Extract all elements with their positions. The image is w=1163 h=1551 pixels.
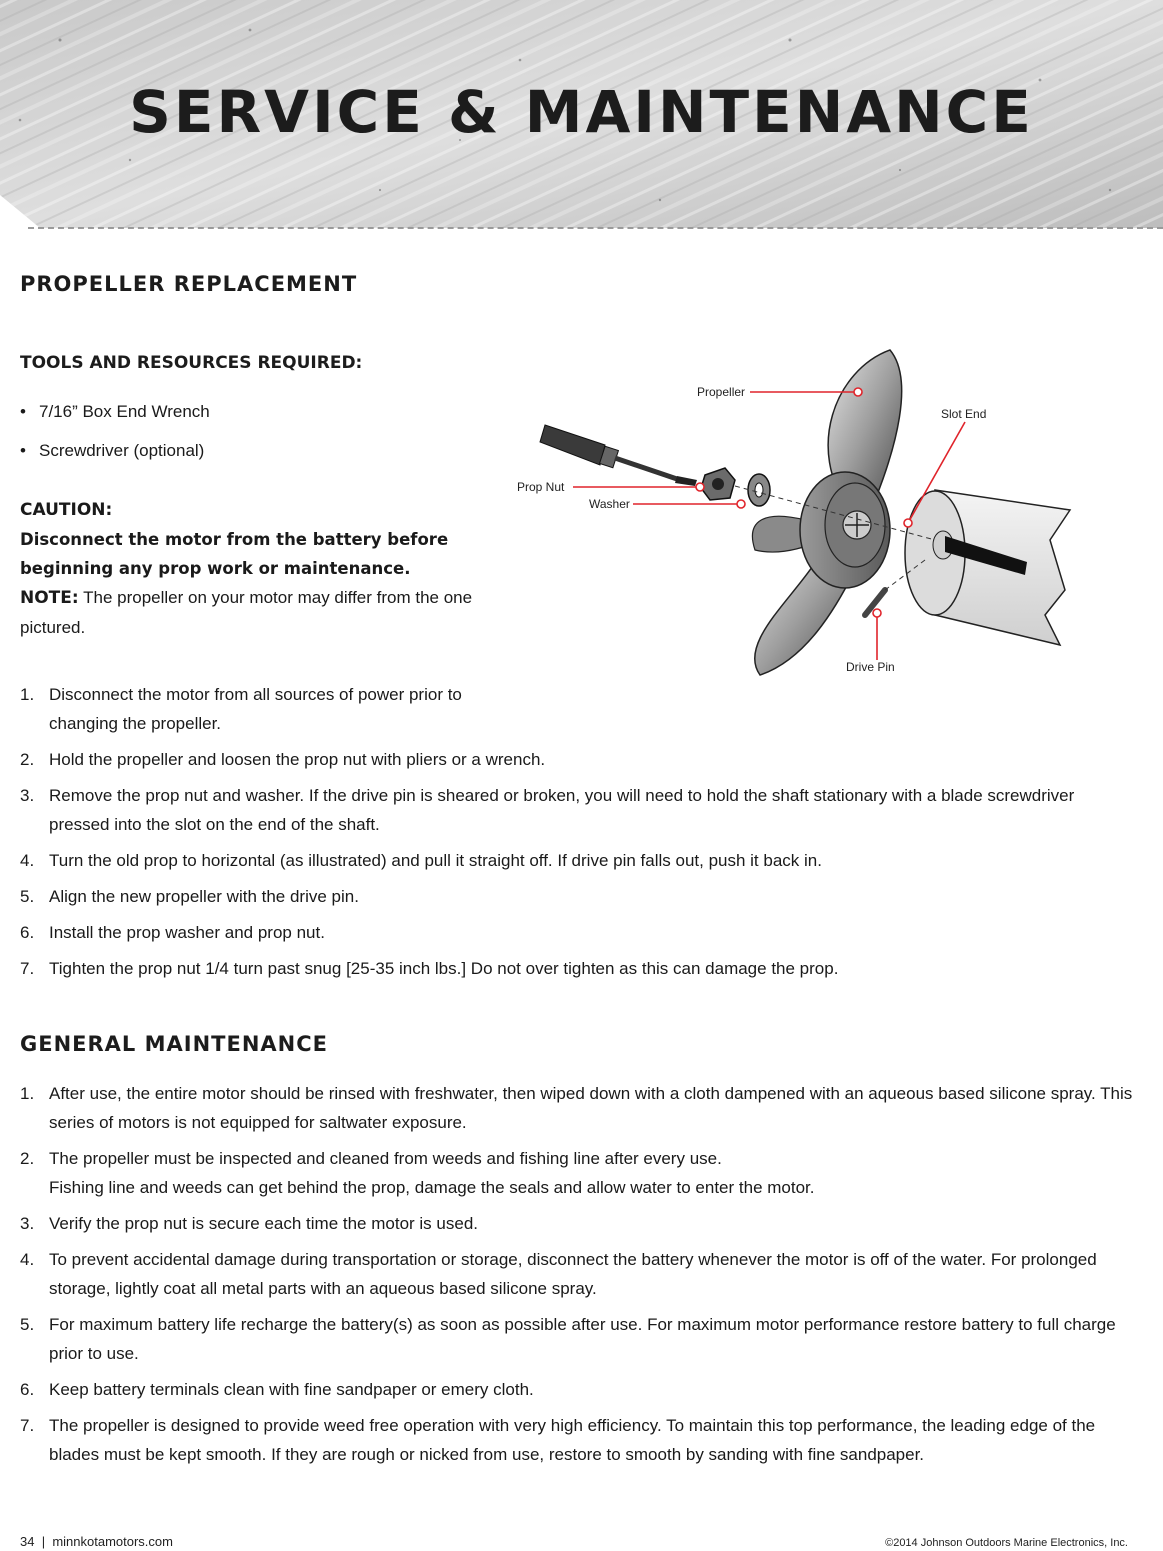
header-divider — [28, 227, 1163, 229]
list-item: 6. Keep battery terminals clean with fine sandpaper or emery cloth. — [20, 1380, 534, 1399]
footer-left — [20, 1534, 173, 1549]
section-heading-propeller-replacement: PROPELLER REPLACEMENT — [20, 272, 358, 296]
note — [20, 583, 480, 642]
note-text: The propeller on your motor may differ from the one pictured. — [20, 588, 473, 637]
list-item: 1. Disconnect the motor from all sources of power prior to changing the propeller. — [20, 685, 462, 733]
list-item: 2. Hold the propeller and loosen the prop nut with pliers or a wrench. — [20, 750, 546, 769]
list-item: 7. Tighten the prop nut 1/4 turn past snug [25-35 inch lbs.] Do not over tighten as this can damage the prop. — [20, 959, 839, 978]
section-heading-general-maintenance: GENERAL MAINTENANCE — [20, 1032, 328, 1056]
list-item: 2. The propeller must be inspected and cleaned from weeds and fishing line after every use. Fishing line and weeds can get behind the prop, damage the seals and allow water to enter the motor. — [20, 1149, 815, 1197]
label-slot-end: Slot End — [941, 407, 987, 421]
label-drive-pin: Drive Pin — [846, 660, 895, 674]
screwdriver-graphic — [540, 425, 697, 486]
tools-list — [20, 398, 210, 476]
tool-item: • 7/16” Box End Wrench — [20, 398, 210, 437]
list-item: 1. After use, the entire motor should be rinsed with freshwater, then wiped down with a cloth dampened with an aqueous based silicone spray. This series of motors is not equipped for saltwater exposure. — [20, 1084, 1133, 1132]
list-item: 4. Turn the old prop to horizontal (as illustrated) and pull it straight off. If drive pin falls out, push it back in. — [20, 851, 822, 870]
propeller-steps — [20, 680, 1135, 990]
caution-label: CAUTION: — [20, 500, 113, 520]
general-steps — [20, 1079, 1135, 1476]
tool-item: • Screwdriver (optional) — [20, 437, 210, 476]
list-item: 6. Install the prop washer and prop nut. — [20, 923, 325, 942]
propeller-diagram — [505, 340, 1105, 680]
footer-website[interactable]: minnkotamotors.com — [52, 1534, 173, 1549]
label-washer: Washer — [589, 497, 630, 511]
label-prop-nut: Prop Nut — [517, 480, 565, 494]
list-item: 5. For maximum battery life recharge the battery(s) as soon as possible after use. For maximum motor performance restore battery to full charge prior to use. — [20, 1315, 1116, 1363]
label-propeller: Propeller — [697, 385, 746, 399]
propeller-shape — [752, 350, 901, 675]
note-label: NOTE: — [20, 588, 79, 608]
header-banner — [0, 0, 1163, 228]
list-item: 3. Remove the prop nut and washer. If the drive pin is sheared or broken, you will need to hold the shaft stationary with a blade screwdriver pressed into the slot on the end of the shaft. — [20, 786, 1075, 834]
caution-text: Disconnect the motor from the battery before beginning any prop work or maintenance. — [20, 530, 449, 578]
list-item: 5. Align the new propeller with the drive pin. — [20, 887, 359, 906]
list-item: 3. Verify the prop nut is secure each time the motor is used. — [20, 1214, 478, 1233]
motor-housing — [905, 490, 1070, 645]
caution-block — [20, 496, 480, 642]
page-title: SERVICE & MAINTENANCE — [129, 78, 1034, 146]
page-number: 34 — [20, 1534, 35, 1549]
footer-separator: | — [41, 1534, 46, 1549]
list-item: 4. To prevent accidental damage during transportation or storage, disconnect the battery whenever the motor is off of the water. For prolonged storage, lightly coat all metal parts with an aqueous based silicone spray. — [20, 1250, 1097, 1298]
footer-copyright: ©2014 Johnson Outdoors Marine Electronics, Inc. — [885, 1537, 1128, 1549]
list-item: 7. The propeller is designed to provide weed free operation with very high efficiency. To maintain this top performance, the leading edge of the blades must be kept smooth. If they are rough or nicked from use, restore to smooth by sanding with fine sandpaper. — [20, 1416, 1096, 1464]
tools-heading: TOOLS AND RESOURCES REQUIRED: — [20, 353, 363, 373]
